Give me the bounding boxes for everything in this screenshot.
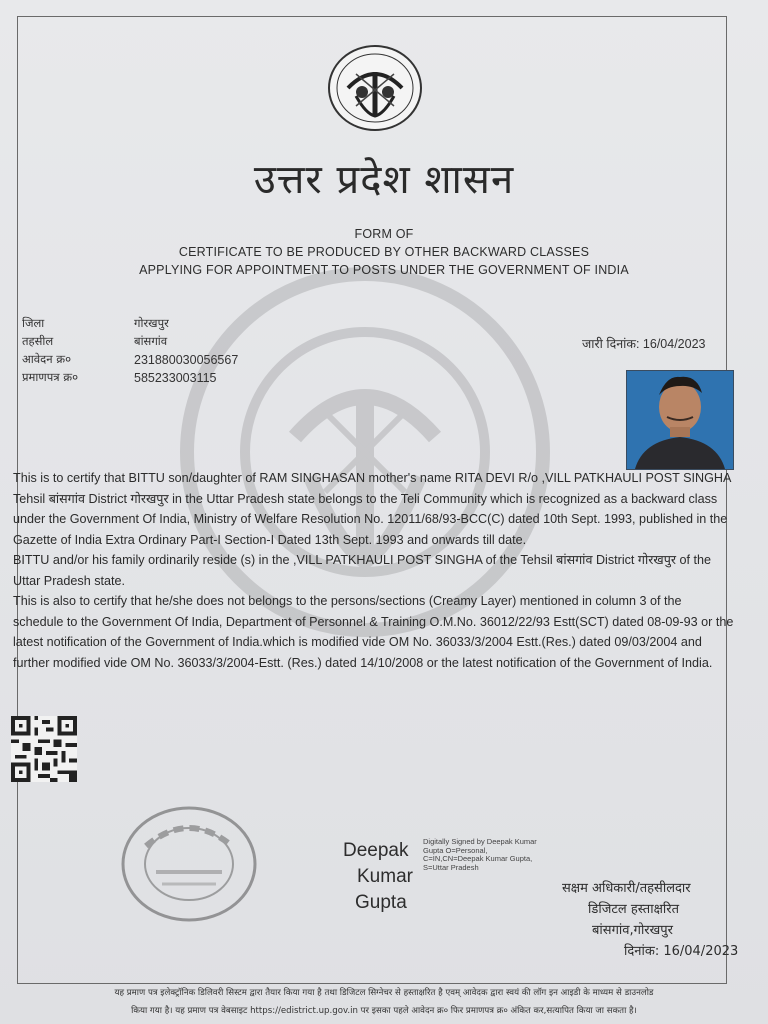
form-heading-line2: APPLYING FOR APPOINTMENT TO POSTS UNDER THE GOVERNMENT OF INDIA <box>139 263 629 277</box>
up-government-emblem <box>326 44 424 132</box>
application-number-value: 231880030056567 <box>134 353 239 367</box>
officer-place: बांसगांव,गोरखपुर <box>592 923 673 938</box>
applicant-photo <box>626 370 734 470</box>
officer-date: दिनांक: 16/04/2023 <box>624 944 739 959</box>
application-number-label: आवेदन क्र० <box>22 352 72 366</box>
officer-digital-sign: डिजिटल हस्ताक्षरित <box>588 902 679 917</box>
certificate-number-value: 585233003115 <box>134 371 217 385</box>
signer-first-name: Deepak <box>343 840 409 861</box>
qr-code <box>10 716 78 782</box>
certificate-body <box>13 468 735 673</box>
certificate-paragraph-3: This is also to certify that he/she does not belongs to the persons/sections (Creamy Layer) mentioned in column 3 of the schedule to the Government Of India, Department of Personnel & Training O.M.No. 36012/22/93 Estt(SCT) dated 08-09-93 or the latest notification of the Government of India.which is modified vide OM No. 36033/3/2004 Estt.(Res.) dated 09/03/2004 and further modified vide OM No. 36033/3/2004-Estt. (Res.) dated 14/10/2008 or the latest notification of the Government of India. <box>13 594 734 670</box>
tehsil-label: तहसील <box>22 334 54 348</box>
tehsil-value: बांसगांव <box>134 334 168 348</box>
issue-date: जारी दिनांक: 16/04/2023 <box>582 337 706 351</box>
digital-signature-note: Digitally Signed by Deepak Kumar Gupta O=Personal, C=IN,CN=Deepak Kumar Gupta, S=Uttar Pradesh <box>423 837 537 872</box>
district-label: जिला <box>22 316 45 330</box>
form-heading-line1: CERTIFICATE TO BE PRODUCED BY OTHER BACKWARD CLASSES <box>178 245 590 259</box>
footer-line-2: किया गया है। यह प्रमाण पत्र वेबसाइट https://edistrict.up.gov.in पर इसका पहले आवेदन क्र० फिर प्रमाणपत्र क्र० अंकित कर,सत्यापित किया जा सकता है। <box>131 1006 637 1016</box>
signer-last-name: Gupta <box>355 892 407 913</box>
signer-middle-name: Kumar <box>357 866 413 887</box>
certificate-paragraph-2: BITTU and/or his family ordinarily reside (s) in the ,VILL PATKHAULI POST SINGHA of the Tehsil बांसगांव District गोरखपुर of the Uttar Pradesh state. <box>13 553 712 588</box>
page-title-hindi: उत्तर प्रदेश शासन <box>253 157 515 203</box>
footer-line-1: यह प्रमाण पत्र इलेक्ट्रॉनिक डिलिवरी सिस्टम द्वारा तैयार किया गया है तथा डिजिटल सिग्नेचर से हस्ताक्षरित है एवम् आवेदक द्वारा स्वयं की लॉग इन आइडी के माध्यम से डाउनलोड <box>114 988 654 998</box>
certificate-paragraph-1: This is to certify that BITTU son/daughter of RAM SINGHASAN mother's name RITA DEVI R/o ,VILL PATKHAULI POST SINGHA Tehsil बांसगांव District गोरखपुर in the Uttar Pradesh state belongs to the Teli Community which is recognized as a backward class under the Government Of India, Ministry of Welfare Resolution No. 12011/68/93-BCC(C) dated 10th Sept. 1993, published in the Gazette of India Extra Ordinary Part-I Section-I Dated 13th Sept. 1993 and onwards till date. <box>13 471 731 547</box>
form-of-heading: FORM OF <box>354 227 414 241</box>
certificate-number-label: प्रमाणपत्र क्र० <box>22 370 79 384</box>
officer-title: सक्षम अधिकारी/तहसीलदार <box>562 881 691 896</box>
office-seal-stamp <box>116 802 262 926</box>
district-value: गोरखपुर <box>134 316 169 330</box>
issuing-officer-block <box>562 878 752 962</box>
verification-footer <box>0 984 768 1020</box>
